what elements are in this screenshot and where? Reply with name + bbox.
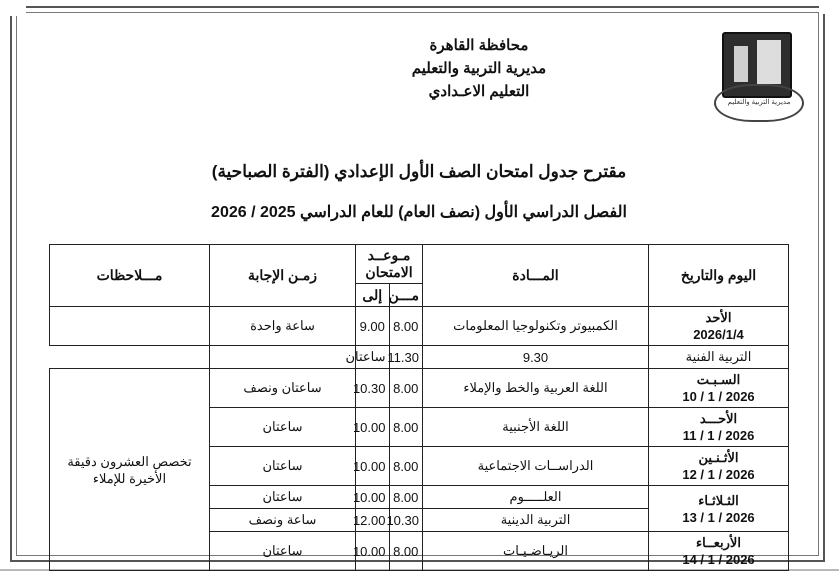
cell-duration: ساعة ونصف [210, 509, 356, 532]
cell-from: 8.00 [389, 307, 423, 346]
cell-notes: تخصص العشرون دقيقة الأخيرة للإملاء [50, 369, 210, 571]
cell-duration: ساعتان [210, 532, 356, 571]
cell-duration: ساعتان ونصف [210, 369, 356, 408]
cell-subject: الدراســات الاجتماعية [423, 447, 649, 486]
emblem-ribbon-label: مديرية التربية والتعليم [714, 84, 804, 122]
table-row [50, 307, 789, 346]
cell-from: 9.30 [423, 346, 649, 369]
cell-notes [210, 346, 356, 369]
cairo-governorate-emblem-icon [714, 32, 800, 120]
cell-subject: الكمبيوتر وتكنولوجيا المعلومات [423, 307, 649, 346]
document-content [24, 18, 814, 567]
column-header-to: إلى [356, 284, 390, 307]
day-label: الأحـــد [699, 411, 738, 426]
cell-from: 8.00 [389, 532, 423, 571]
ministry-heading [264, 34, 694, 103]
cell-subject: العلـــــوم [423, 486, 649, 509]
document-header [24, 18, 814, 128]
date-label: 2026 / 1 / 12 [682, 467, 755, 482]
column-header-notes: مـــلاحظات [50, 245, 210, 307]
scan-corner-mask [0, 0, 26, 16]
exam-schedule-table [49, 244, 789, 571]
ministry-line-2: مديرية التربية والتعليم [411, 60, 547, 77]
cell-day-date [649, 408, 789, 447]
cell-from: 8.00 [389, 447, 423, 486]
cell-to: 9.00 [356, 307, 390, 346]
document-titles [24, 162, 814, 222]
cell-from: 8.00 [389, 408, 423, 447]
cell-duration: ساعتان [356, 346, 390, 369]
date-label: 2026 / 1 / 14 [682, 552, 755, 567]
cell-day-date [649, 532, 789, 571]
page-title: مقترح جدول امتحان الصف الأول الإعدادي (الفترة الصباحية) [211, 162, 627, 181]
date-label: 2026/1/4 [693, 327, 744, 342]
cell-to: 10.00 [356, 486, 390, 509]
date-label: 2026 / 1 / 10 [682, 389, 755, 404]
day-label: الأثـنـين [698, 450, 739, 465]
cell-day-date [649, 447, 789, 486]
column-header-exam-time: مـوعــد الامتحان [356, 245, 423, 284]
cell-subject: التربية الفنية [649, 346, 789, 369]
day-label: الأربعــاء [696, 535, 741, 550]
cell-from: 8.00 [389, 486, 423, 509]
ministry-line-1: محافظة القاهرة [429, 37, 529, 54]
cell-day-date [649, 369, 789, 408]
cell-to: 10.00 [356, 408, 390, 447]
cell-to: 10.00 [356, 447, 390, 486]
cell-duration: ساعتان [210, 486, 356, 509]
cell-to: 10.30 [356, 369, 390, 408]
cell-duration: ساعة واحدة [210, 307, 356, 346]
cell-notes [50, 307, 210, 346]
day-label: الأحد [705, 310, 732, 325]
date-label: 2026 / 1 / 11 [682, 428, 755, 443]
page-subtitle: الفصل الدراسي الأول (نصف العام) للعام الدراسي 2025 / 2026 [211, 204, 627, 221]
column-header-from: مـــن [389, 284, 423, 307]
cell-subject: اللغة العربية والخط والإملاء [423, 369, 649, 408]
column-header-subject: المـــادة [423, 245, 649, 307]
scan-corner-mask [819, 0, 839, 14]
cell-to: 12.00 [356, 509, 390, 532]
table-row [50, 369, 789, 408]
cell-to: 10.00 [356, 532, 390, 571]
cell-day-date [649, 307, 789, 346]
cell-to: 11.30 [389, 346, 423, 369]
cell-from: 10.30 [389, 509, 423, 532]
cell-duration: ساعتان [210, 408, 356, 447]
table-row [50, 346, 789, 369]
cell-subject: اللغة الأجنبية [423, 408, 649, 447]
cell-from: 8.00 [389, 369, 423, 408]
date-label: 2026 / 1 / 13 [682, 509, 755, 525]
table-header-row [50, 245, 789, 284]
cell-day-date [649, 486, 789, 532]
column-header-date: اليوم والتاريخ [649, 245, 789, 307]
day-label: السـبـت [696, 372, 741, 387]
cell-subject: التربية الدينية [423, 509, 649, 532]
cell-duration: ساعتان [210, 447, 356, 486]
ministry-line-3: التعليم الاعـدادي [428, 83, 530, 100]
column-header-answer-time: زمـن الإجابة [210, 245, 356, 307]
day-label: الثـلاثـاء [698, 492, 739, 508]
cell-subject: الريـاضـيـات [423, 532, 649, 571]
